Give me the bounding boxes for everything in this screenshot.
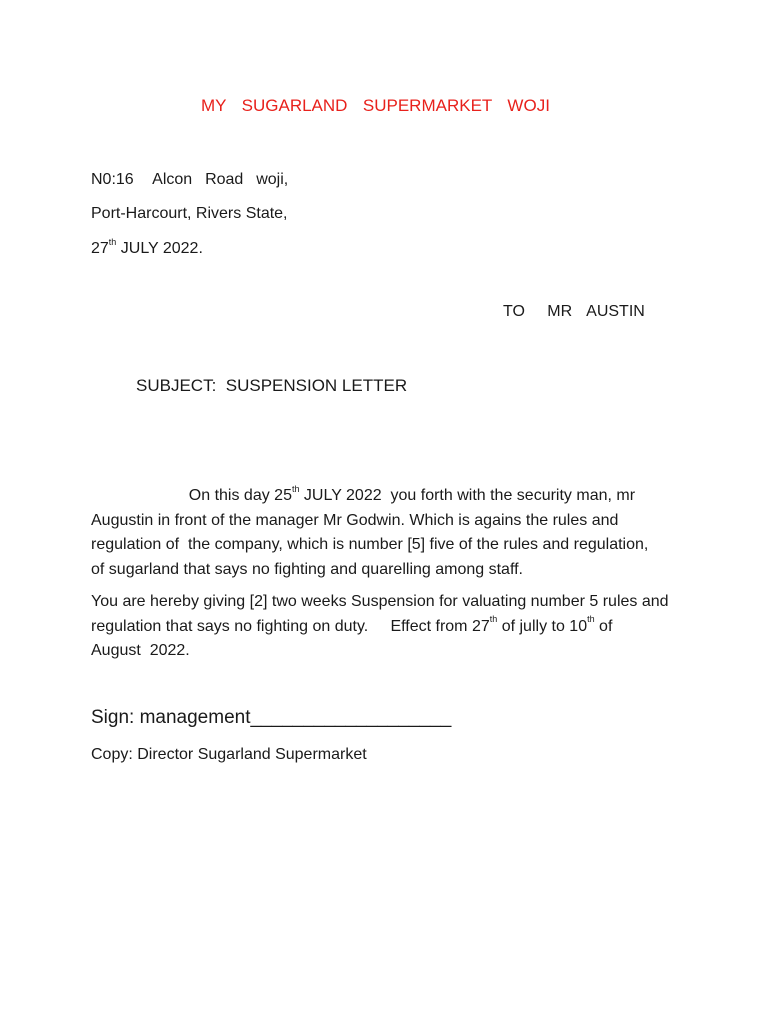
ordinal-suffix: th [291,483,300,494]
date-day: 27 [91,240,109,257]
body-line [91,484,691,509]
body-paragraph-2 [91,590,691,664]
body-line: August 2022. [91,642,190,659]
address-line-2: Port-Harcourt, Rivers State, [91,205,288,222]
copy-line: Copy: Director Sugarland Supermarket [91,746,367,763]
body-text: regulation that says no fighting on duty. Effect from 27 [91,617,490,635]
subject-line: SUBJECT: SUSPENSION LETTER [136,376,408,395]
address-line-1: N0:16 Alcon Road woji, [91,171,289,188]
body-line: Augustin in front of the manager Mr Godwin. Which is agains the rules and [91,511,619,529]
body-line: You are hereby giving [2] two weeks Suspension for valuating number 5 rules and [91,593,669,610]
signature-line: Sign: management___________________ [91,707,452,728]
date-suffix: th [108,236,117,247]
recipient-line: TO MR AUSTIN [503,303,645,320]
body-line: regulation of the company, which is number [5] five of the rules and regulation, [91,536,649,553]
body-line: of sugarland that says no fighting and quarelling among staff. [91,560,523,578]
body-text: of jully to 10 [497,617,588,635]
body-paragraph-1 [91,484,691,582]
ordinal-suffix: th [489,614,498,625]
body-text: of [594,617,613,635]
body-text: On this day 25 [91,487,292,504]
body-line [91,615,691,640]
letter-date [91,236,203,257]
date-rest: JULY 2022. [116,240,203,257]
ordinal-suffix: th [587,614,595,625]
body-text: JULY 2022 you forth with the security man, mr [299,487,636,504]
letterhead-title: MY SUGARLAND SUPERMARKET WOJI [201,96,550,115]
